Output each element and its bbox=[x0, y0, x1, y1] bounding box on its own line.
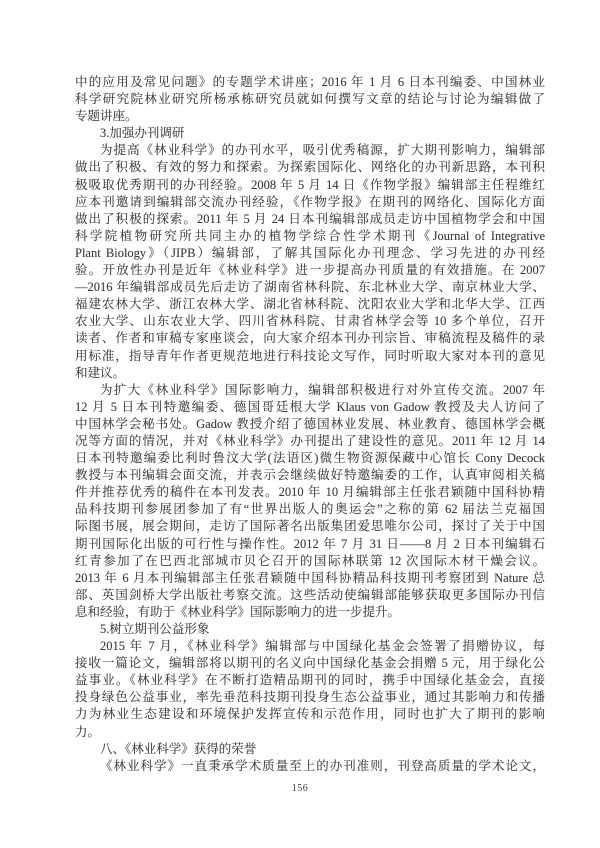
text-line: 做出了积极、有效的努力和探索。为探索国际化、网络化的办刊新思路，本刊积 bbox=[75, 160, 545, 175]
text-line: 期刊国际化出版的可行性与操作性。2012 年 7 月 31 日——8 月 2 日本刊编辑石 bbox=[75, 536, 545, 551]
text-line: 读者、作者和审稿专家座谈会，向大家介绍本刊办刊宗旨、审稿流程及稿件的录 bbox=[75, 331, 545, 346]
text-line: 极吸取优秀期刊的办刊经验。2008 年 5 月 14 日《作物学报》编辑部主任程维红 bbox=[75, 177, 545, 192]
text-line: 福建农林大学、浙江农林大学、湖北省林科院、沈阳农业大学和北华大学、江西 bbox=[75, 297, 545, 312]
text-line: 为扩大《林业科学》国际影响力，编辑部积极进行对外宣传交流。2007 年 bbox=[100, 382, 545, 397]
text-line: 为提高《林业科学》的办刊水平，吸引优秀稿源，扩大期刊影响力，编辑部 bbox=[100, 143, 545, 158]
text-line: 中国林学会秘书处。Gadow 教授介绍了德国林业发展、林业教育、德国林学会概 bbox=[75, 416, 545, 431]
text-line: 科学院植物研究所共同主办的植物学综合性学术期刊《Journal of Integrative bbox=[75, 228, 545, 243]
text-line: 12 月 5 日本刊特邀编委、德国哥廷根大学 Klaus von Gadow 教授及夫人访问了 bbox=[75, 399, 545, 414]
text-line: 和建议。 bbox=[75, 365, 126, 380]
text-line: 益事业。《林业科学》在不断打造精品期刊的同时，携手中国绿化基金会，直接 bbox=[75, 673, 545, 688]
page-body-text bbox=[75, 74, 545, 775]
text-line: 验。开放性办刊是近年《林业科学》进一步提高办刊质量的有效措施。在 2007 bbox=[75, 263, 545, 278]
text-line: 应本刊邀请到编辑部交流办刊经验，《作物学报》在期刊的网络化、国际化方面 bbox=[75, 194, 545, 209]
section-heading: 3.加强办刊调研 bbox=[100, 126, 185, 141]
section-heading: 八、《林业科学》获得的荣誉 bbox=[100, 741, 257, 756]
text-line: 做出了积极的探索。2011 年 5 月 24 日本刊编辑部成员走访中国植物学会和中国 bbox=[75, 211, 545, 226]
text-line: 中的应用及常见问题》的专题学术讲座；2016 年 1 月 6 日本刊编委、中国林业 bbox=[75, 75, 545, 89]
text-line: —2016 年编辑部成员先后走访了湖南省林科院、东北林业大学、南京林业大学、 bbox=[75, 280, 545, 295]
text-line: Plant Biology》（JIPB）编辑部，了解其国际化办刊理念、学习先进的办刊经 bbox=[75, 245, 545, 260]
section-heading: 5.树立期刊公益形象 bbox=[100, 622, 210, 636]
text-line: 用标准，指导青年作者更规范地进行科技论文写作，同时听取大家对本刊的意见 bbox=[75, 348, 545, 363]
text-line: 投身绿色公益事业，率先垂范科技期刊投身生态公益事业，通过其影响力和传播 bbox=[75, 690, 545, 705]
text-line: 息和经验，有助于《林业科学》国际影响力的进一步提升。 bbox=[75, 604, 401, 619]
text-line: 况等方面的情况，并对《林业科学》办刊提出了建设性的意见。2011 年 12 月 14 bbox=[75, 433, 545, 448]
text-line: 2015 年 7 月，《林业科学》编辑部与中国绿化基金会签署了捐赠协议，每 bbox=[100, 639, 545, 654]
text-line: 《林业科学》一直秉承学术质量至上的办刊准则，刊登高质量的学术论文， bbox=[100, 758, 545, 773]
text-line: 部、英国剑桥大学出版社考察交流。这些活动使编辑部能够获取更多国际办刊信 bbox=[75, 587, 545, 602]
text-line: 力为林业生态建设和环境保护发挥宣传和示范作用，同时也扩大了期刊的影响 bbox=[75, 707, 545, 722]
text-line: 日本刊特邀编委比利时鲁汶大学(法语区)微生物资源保藏中心馆长 Cony Decock bbox=[75, 451, 545, 466]
text-line: 件并推荐优秀的稿件在本刊发表。2010 年 10 月编辑部主任张君颖随中国科协精 bbox=[75, 485, 545, 500]
text-line: 红青参加了在巴西北部城市贝仑召开的国际林联第 12 次国际木材干燥会议。 bbox=[75, 553, 545, 568]
text-line: 农业大学、山东农业大学、四川省林科院、甘肃省林学会等 10 多个单位，召开 bbox=[75, 314, 545, 329]
page-number: 156 bbox=[291, 783, 309, 794]
text-line: 专题讲座。 bbox=[75, 109, 138, 124]
text-line: 2013 年 6 月本刊编辑部主任张君颖随中国科协精品科技期刊考察团到 Nature 总 bbox=[75, 570, 545, 585]
text-line: 科学研究院林业研究所杨承栋研究员就如何撰写文章的结论与讨论为编辑做了 bbox=[75, 92, 545, 107]
text-line: 教授与本刊编辑会面交流，并表示会继续做好特邀编委的工作，认真审阅相关稿 bbox=[75, 468, 545, 483]
text-line: 力。 bbox=[75, 724, 101, 739]
text-line: 品科技期刊参展团参加了有“世界出版人的奥运会”之称的第 62 届法兰克福国 bbox=[75, 502, 545, 517]
text-line: 际图书展，展会期间，走访了国际著名出版集团爱思唯尔公司，探讨了关于中国 bbox=[75, 519, 545, 534]
text-line: 接收一篇论文，编辑部将以期刊的名义向中国绿化基金会捐赠 5 元，用于绿化公 bbox=[75, 656, 545, 671]
